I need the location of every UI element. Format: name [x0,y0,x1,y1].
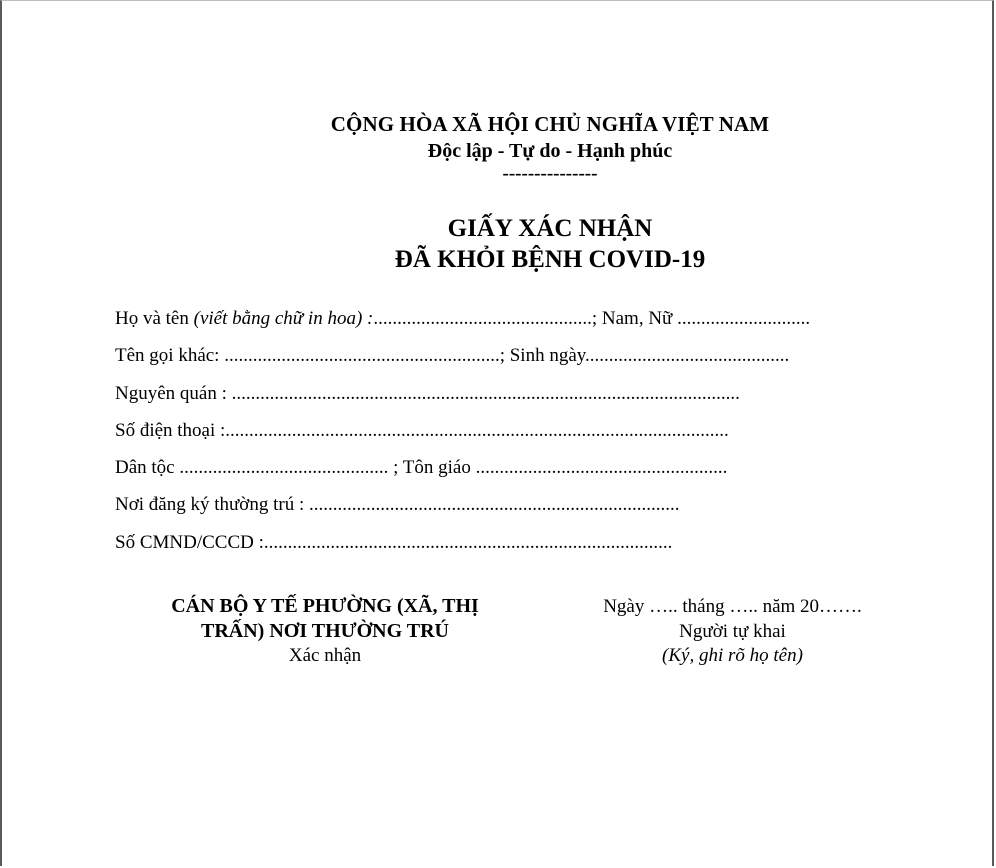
health-officer-title-line2: TRẤN) NƠI THƯỜNG TRÚ [201,620,449,642]
full-name-dots: ..............................................; Nam, Nữ ............................ [373,308,811,329]
residence-field: Nơi đăng ký thường trú : .............................................................................. [115,494,680,515]
ethnicity-religion-field: Dân tộc ............................................ ; Tôn giáo ..................................................... [115,457,728,478]
full-name-field [115,308,810,330]
full-name-label: Họ và tên [115,308,194,329]
declaration-date: Ngày ….. tháng ….. năm 20……. [603,596,862,617]
document-title: GIẤY XÁC NHẬN [447,215,653,242]
nation-heading: CỘNG HÒA XÃ HỘI CHỦ NGHĨA VIỆT NAM [330,112,770,136]
full-name-hint: (viết bằng chữ in hoa) : [193,308,374,329]
document-subtitle: ĐÃ KHỎI BỆNH COVID-19 [394,246,706,273]
phone-field: Số điện thoại :.......................................................................................................... [115,420,729,441]
declarant-role: Người tự khai [679,621,786,642]
health-officer-title-line1: CÁN BỘ Y TẾ PHƯỜNG (XÃ, THỊ [171,595,479,617]
signature-instruction: (Ký, ghi rõ họ tên) [662,645,803,666]
other-name-field: Tên gọi khác: ..........................................................; Sinh ngày........................................... [115,345,790,366]
motto: Độc lập - Tự do - Hạnh phúc [427,140,673,162]
health-officer-confirmation: Xác nhận [288,645,362,666]
hometown-field: Nguyên quán : ........................................................................................................... [115,383,740,404]
id-card-field: Số CMND/CCCD :...................................................................................... [115,532,673,553]
header-divider: --------------- [502,163,598,184]
